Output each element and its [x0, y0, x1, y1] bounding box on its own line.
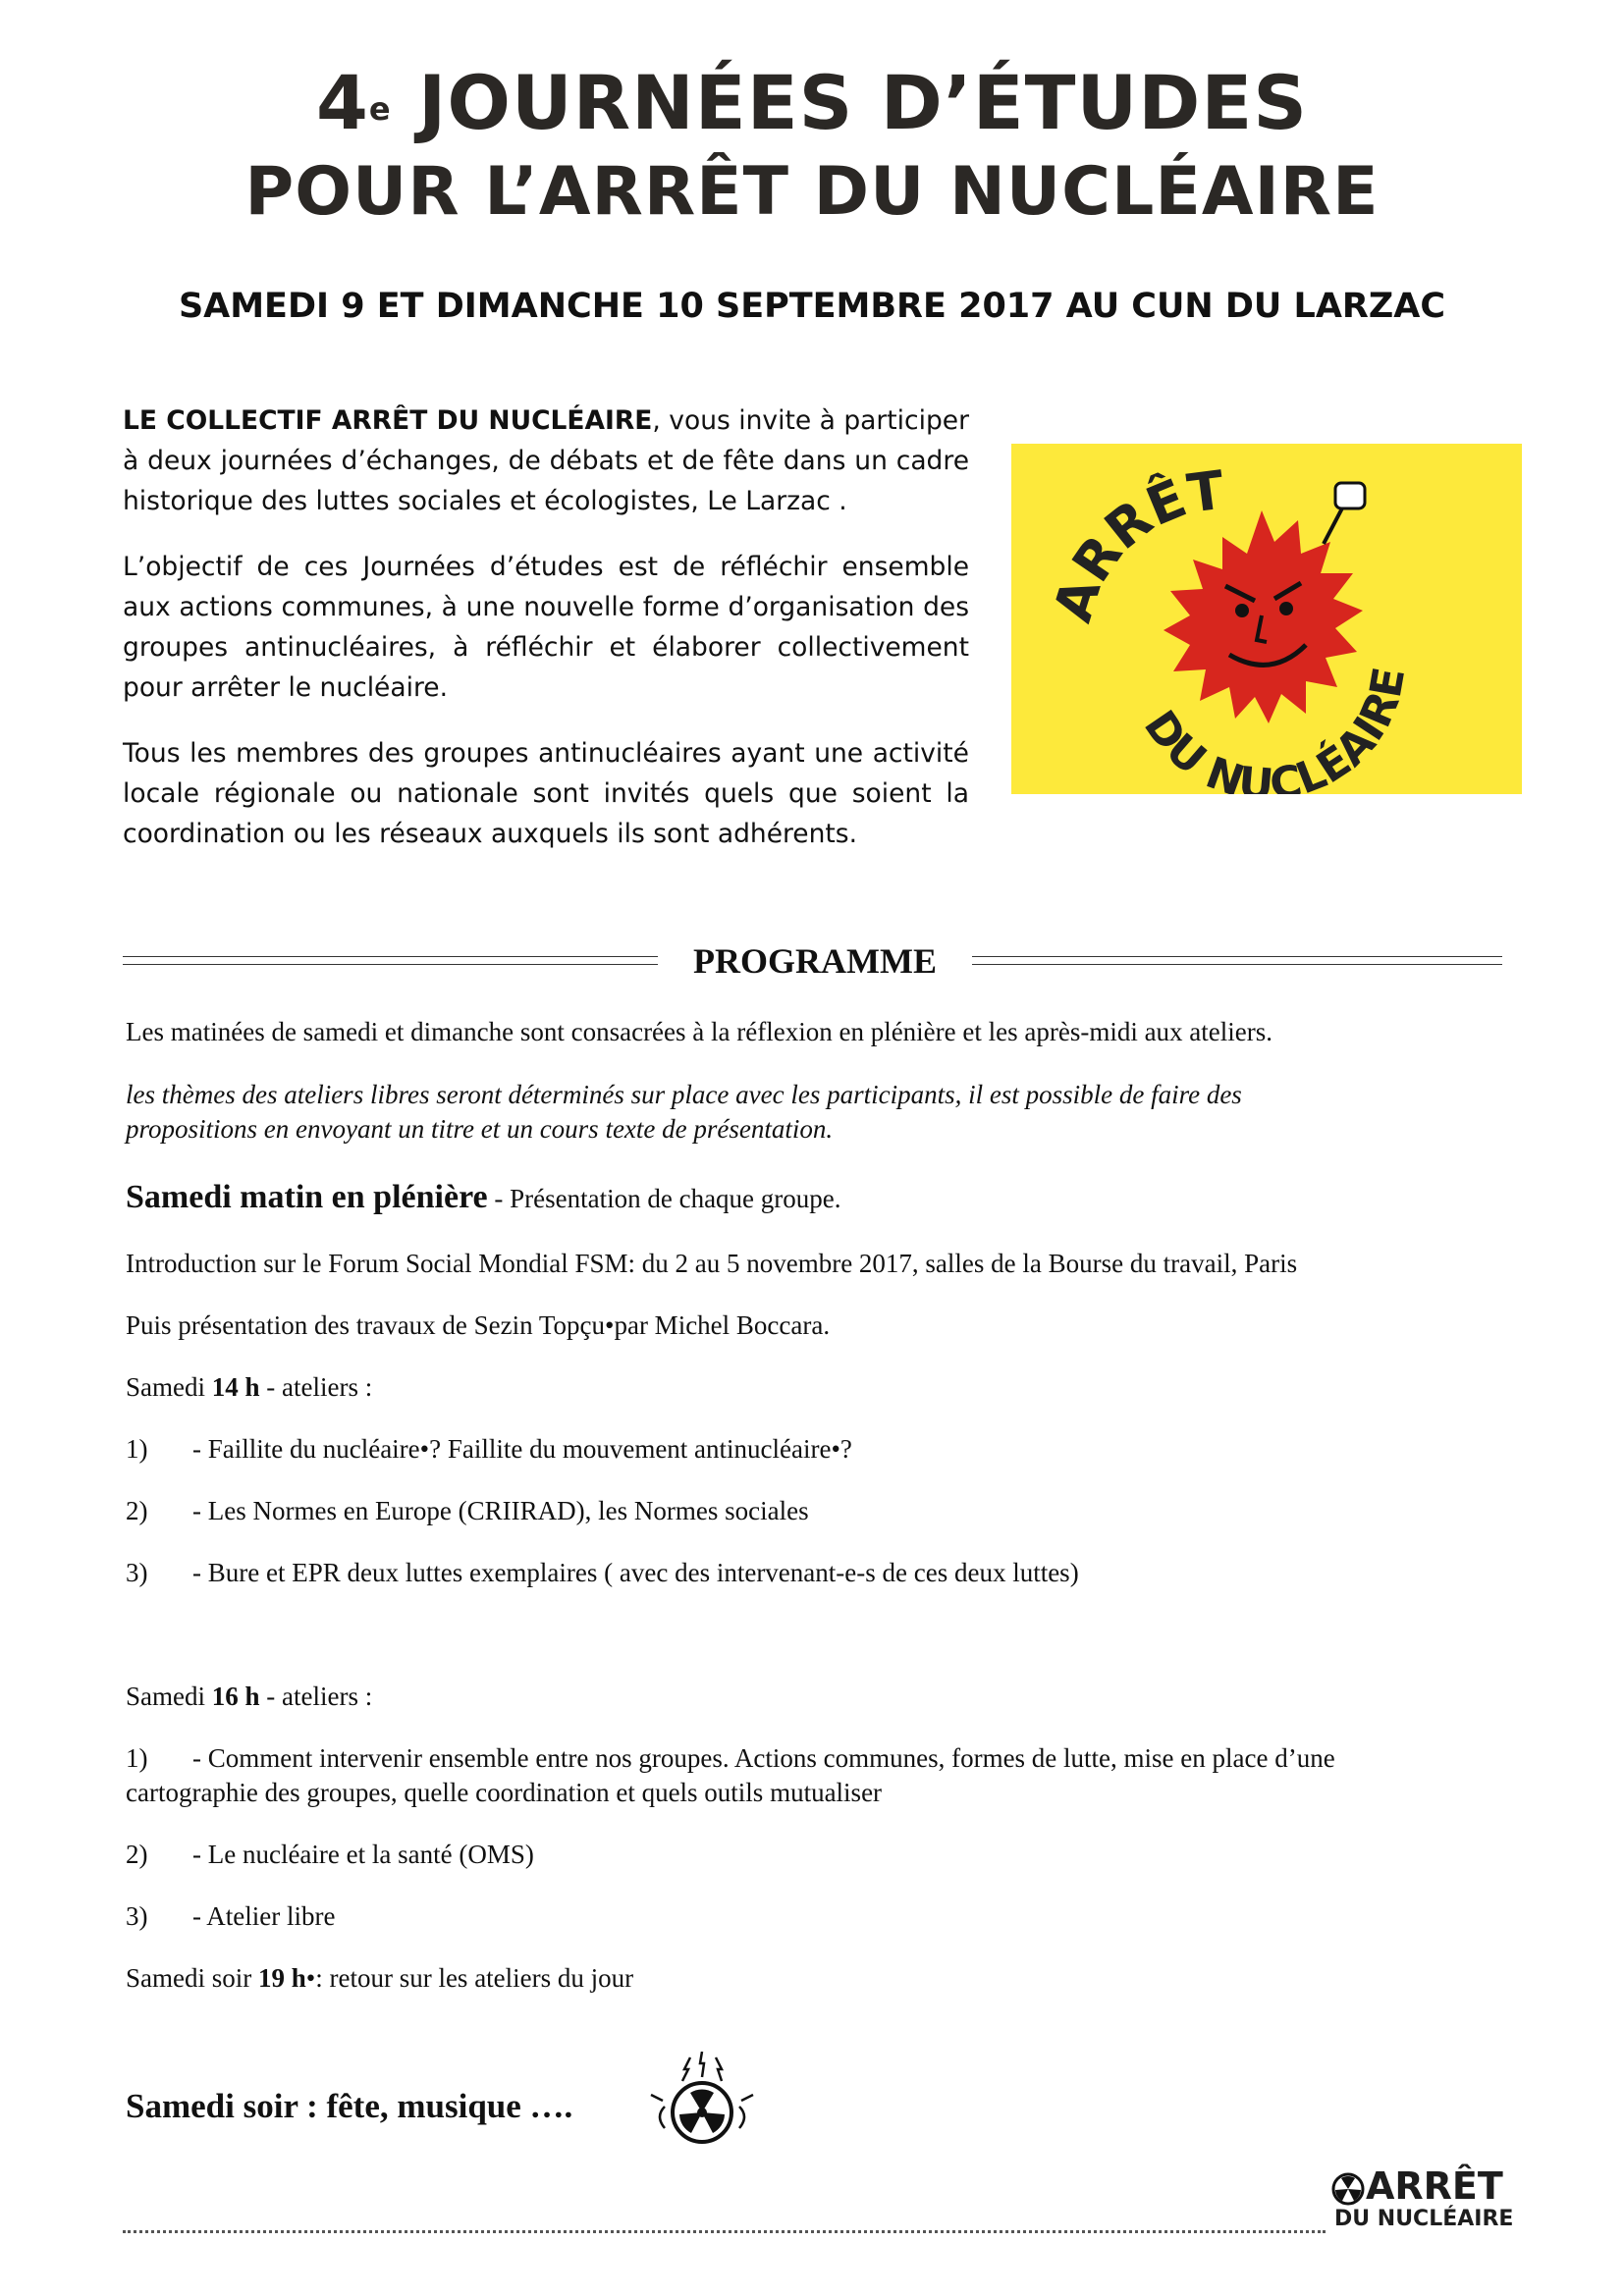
intro-paragraph-1: LE COLLECTIF ARRÊT DU NUCLÉAIRE, vous invite à participer à deux journées d’échanges, de débats et de fête dans un cadre historique des luttes sociales et écologistes, Le Larzac .: [123, 405, 969, 516]
date-line: SAMEDI 9 ET DIMANCHE 10 SEPTEMBRE 2017 AU CUN DU LARZAC: [178, 287, 1446, 326]
fsm-intro: Introduction sur le Forum Social Mondial FSM: du 2 au 5 novembre 2017, salles de la Bourse du travail, Paris: [126, 1249, 1298, 1278]
logo-bottom-text: DU NUCLÉAIRE: [1133, 664, 1416, 794]
radiation-alarm-icon: [643, 2052, 761, 2160]
main-title-line1: 4e JOURNÉES D’ÉTUDES: [316, 59, 1308, 146]
programme-note-line2: propositions en envoyant un titre et un cours texte de présentation.: [126, 1114, 834, 1144]
footer-logo-line2: DU NUCLÉAIRE: [1334, 2207, 1514, 2231]
footer-logo-line1: ARRÊT: [1366, 2164, 1503, 2208]
logo-graphic: [1011, 444, 1522, 794]
workshop-14h-3: 3) - Bure et EPR deux luttes exemplaires ( avec des intervenant-e-s de ces deux luttes): [126, 1558, 1079, 1587]
programme-note-line1: les thèmes des ateliers libres seront déterminés sur place avec les participants, il est possible de faire des: [126, 1080, 1242, 1109]
footer-dotted-rule: [123, 2230, 1326, 2233]
workshop-16h-1: 1) - Comment intervenir ensemble entre nos groupes. Actions communes, formes de lutte, mise en place d’une: [126, 1743, 1335, 1773]
collective-name: LE COLLECTIF ARRÊT DU NUCLÉAIRE: [123, 405, 653, 436]
saturday-morning: Samedi matin en plénière - Présentation de chaque groupe.: [126, 1179, 841, 1215]
rule-left-bottom: [123, 964, 658, 965]
boccara-presentation: Puis présentation des travaux de Sezin Topçu•par Michel Boccara.: [126, 1310, 831, 1340]
rule-left-top: [123, 956, 658, 957]
footer-logo: [1330, 2164, 1517, 2238]
intro-block: [123, 400, 969, 854]
footer-radiation-icon: [1330, 2171, 1366, 2207]
arret-nucleaire-logo: [1011, 444, 1522, 794]
workshop-16h-3: 3) - Atelier libre: [126, 1901, 336, 1931]
fist-icon: [1335, 483, 1365, 508]
saturday-morning-title: Samedi matin en plénière: [126, 1179, 488, 1215]
logo-top-text: ARRÊT: [1041, 458, 1228, 629]
workshop-16h-1-cont: cartographie des groupes, quelle coordination et quels outils mutualiser: [126, 1778, 883, 1807]
workshop-14h-1: 1) - Faillite du nucléaire•? Faillite du mouvement antinucléaire•?: [126, 1434, 852, 1464]
rule-right-bottom: [972, 964, 1502, 965]
intro-paragraph-3: Tous les membres des groupes antinucléaires ayant une activité locale régionale ou nationale sont invités quels que soient la coordination ou les réseaux auxquels ils sont adhérents.: [123, 738, 969, 849]
workshop-14h-2: 2) - Les Normes en Europe (CRIIRAD), les Normes sociales: [126, 1496, 809, 1525]
party-line: Samedi soir : fête, musique ….: [126, 2087, 573, 2125]
rule-right-top: [972, 956, 1502, 957]
saturday-16h: Samedi 16 h - ateliers :: [126, 1682, 373, 1711]
programme-heading: PROGRAMME: [693, 941, 937, 981]
workshop-16h-2: 2) - Le nucléaire et la santé (OMS): [126, 1840, 534, 1869]
intro-paragraph-2: L’objectif de ces Journées d’études est de réfléchir ensemble aux actions communes, à une nouvelle forme d’organisation des groupes antinucléaires, à réfléchir et élaborer collectivement pour arrêter le nucléaire.: [123, 552, 969, 703]
saturday-14h: Samedi 14 h - ateliers :: [126, 1372, 373, 1402]
programme-intro: Les matinées de samedi et dimanche sont consacrées à la réflexion en plénière et les après-midi aux ateliers.: [126, 1017, 1273, 1046]
main-title-line2: POUR L’ARRÊT DU NUCLÉAIRE: [244, 153, 1380, 231]
saturday-19h: Samedi soir 19 h•: retour sur les ateliers du jour: [126, 1963, 634, 1993]
